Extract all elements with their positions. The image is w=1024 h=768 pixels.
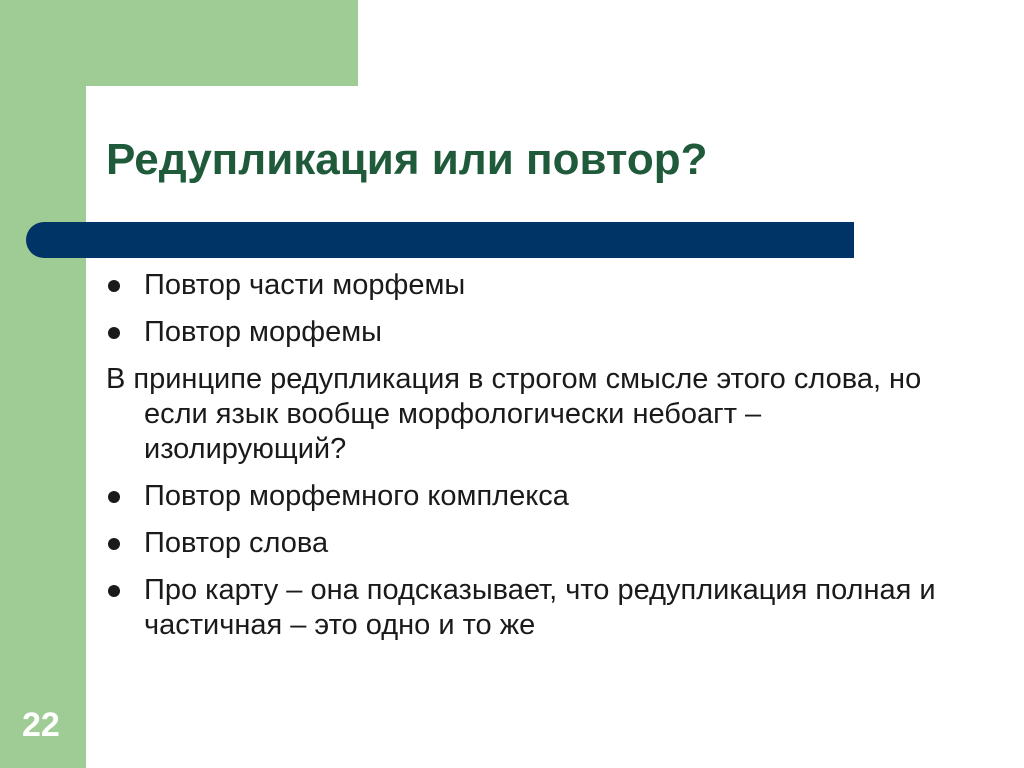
- bullet-text-4: Повтор слова: [144, 527, 329, 559]
- plain-paragraph: [106, 362, 966, 467]
- bullet-item-4: [106, 526, 966, 561]
- bullet-item-2: [106, 315, 966, 350]
- slide-body: [106, 268, 966, 655]
- bullet-dot-icon: [108, 327, 120, 339]
- bullet-dot-icon: [108, 538, 120, 550]
- bullet-text-5: Про карту – она подсказывает, что редупликация полная и частичная – это одно и то же: [144, 574, 936, 641]
- bullet-text-2: Повтор морфемы: [144, 316, 382, 348]
- plain-paragraph-text: В принципе редупликация в строгом смысле этого слова, но если язык вообще морфологически небоагт – изолирующий?: [106, 363, 922, 465]
- page-number: 22: [22, 706, 60, 744]
- title-underline-bar: [26, 222, 854, 258]
- bullet-dot-icon: [108, 585, 120, 597]
- bullet-item-3: [106, 479, 966, 514]
- left-green-strip: [0, 0, 86, 768]
- bullet-text-3: Повтор морфемного комплекса: [144, 480, 569, 512]
- top-green-block: [0, 0, 358, 86]
- bullet-text-1: Повтор части морфемы: [144, 269, 466, 301]
- bullet-item-5: [106, 573, 966, 643]
- slide-title: Редупликация или повтор?: [106, 135, 708, 184]
- content-list: [106, 268, 966, 643]
- bullet-dot-icon: [108, 491, 120, 503]
- bullet-item-1: [106, 268, 966, 303]
- bullet-dot-icon: [108, 280, 120, 292]
